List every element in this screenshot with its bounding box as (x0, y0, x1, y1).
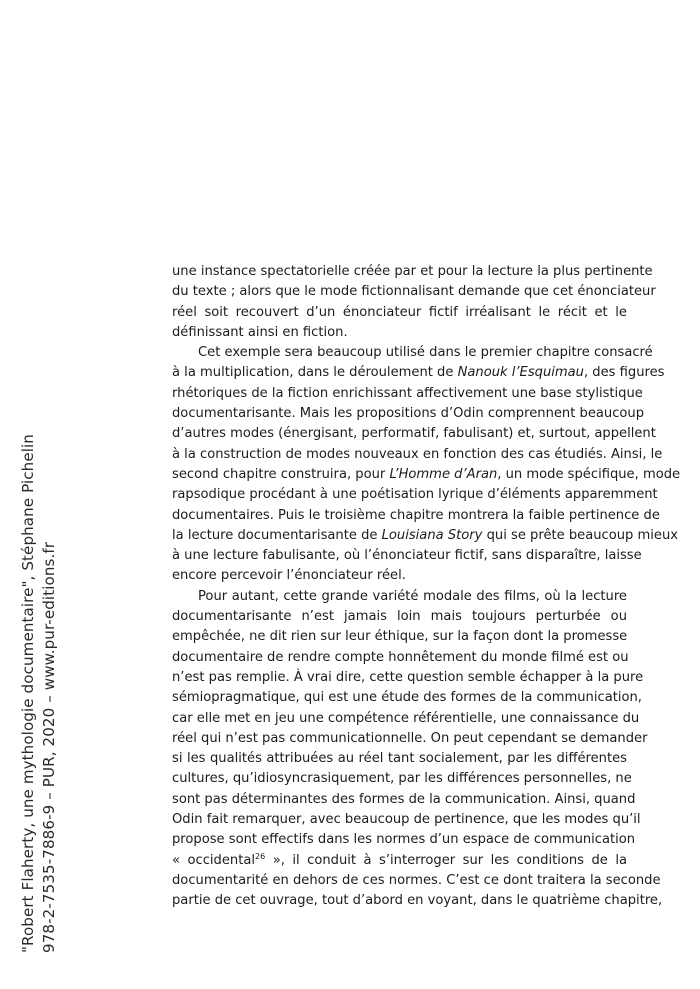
text-run: documentaire de rendre compte honnêtement du monde filmé est ou (172, 649, 629, 665)
text-line (172, 891, 663, 911)
text-run: , un mode spécifique, mode (497, 466, 681, 482)
text-run: cultures, qu’idiosyncrasiquement, par les différences personnelles, ne (172, 771, 632, 787)
text-line (172, 363, 665, 383)
text-line (172, 627, 627, 647)
text-run: « occidental (172, 852, 256, 868)
text-line (172, 851, 627, 871)
paragraph (172, 587, 663, 912)
text-line (172, 648, 627, 668)
text-run: à une lecture fabulisante, où l’énonciateur fictif, sans disparaître, laisse (172, 548, 642, 564)
text-run: encore percevoir l’énonciateur réel. (172, 568, 406, 584)
italic-title: Louisiana Story (381, 527, 483, 543)
side-copyright-credit (18, 433, 78, 953)
text-run: second chapitre construira, pour (172, 466, 390, 482)
text-line (172, 587, 627, 607)
text-line (172, 790, 636, 810)
text-line (172, 424, 656, 444)
text-run: Pour autant, cette grande variété modale des films, où la lecture (198, 588, 627, 604)
text-run: documentaires. Puis le troisième chapitre montrera la faible pertinence de (172, 507, 660, 523)
italic-title: Nanouk l’Esquimau (457, 365, 584, 381)
text-run: définissant ainsi en fiction. (172, 324, 348, 340)
text-run: réel soit recouvert d’un énonciateur fictif irréalisant le récit et le (172, 304, 627, 320)
text-line (172, 262, 653, 282)
text-run: documentarisante n’est jamais loin mais toujours perturbée ou (172, 609, 627, 625)
footnote-ref: 26 (255, 851, 266, 861)
paragraph (172, 343, 681, 587)
text-run: », il conduit à s’interroger sur les conditions de la (265, 852, 627, 868)
text-line (172, 282, 656, 302)
text-run: à la construction de modes nouveaux en fonction des cas étudiés. Ainsi, le (172, 446, 663, 462)
text-run: n’est pas remplie. À vrai dire, cette question semble échapper à la pure (172, 669, 644, 685)
text-line (172, 404, 645, 424)
text-line (172, 810, 641, 830)
text-run: rhétoriques de la fiction enrichissant affectivement une base stylistique (172, 385, 643, 401)
text-run: réel qui n’est pas communicationnelle. On peut cependant se demander (172, 730, 648, 746)
text-run: qui se prête beaucoup mieux (482, 527, 679, 543)
text-line (172, 607, 627, 627)
text-run: empêchée, ne dit rien sur leur éthique, sur la façon dont la promesse (172, 629, 628, 645)
text-run: partie de cet ouvrage, tout d’abord en voyant, dans le quatrième chapitre, (172, 893, 663, 909)
text-run: car elle met en jeu une compétence référentielle, une connaissance du (172, 710, 640, 726)
text-run: , des figures (583, 365, 665, 381)
text-line (172, 303, 627, 323)
text-line (172, 526, 679, 546)
text-line (172, 688, 642, 708)
text-line (172, 749, 627, 769)
text-run: d’autres modes (énergisant, performatif, fabulisant) et, surtout, appellent (172, 426, 656, 442)
text-line (172, 465, 681, 485)
text-line (172, 506, 660, 526)
text-run: une instance spectatorielle créée par et pour la lecture la plus pertinente (172, 264, 653, 279)
text-run: la lecture documentarisante de (172, 527, 382, 543)
text-line (172, 485, 658, 505)
text-line (172, 871, 661, 891)
text-line (172, 668, 644, 688)
text-run: du texte ; alors que le mode fictionnalisant demande que cet énonciateur (172, 284, 656, 300)
text-run: Odin fait remarquer, avec beaucoup de pertinence, que les modes qu’il (172, 812, 641, 828)
text-line (172, 546, 642, 566)
text-run: sémiopragmatique, qui est une étude des formes de la communication, (172, 690, 642, 706)
text-line (172, 830, 636, 850)
text-run: si les qualités attribuées au réel tant socialement, par les différentes (172, 751, 627, 767)
text-line (172, 729, 648, 749)
text-run: documentarité en dehors de ces normes. C’est ce dont traitera la seconde (172, 872, 661, 888)
text-line (172, 384, 643, 404)
text-line (172, 323, 627, 343)
italic-title: L’Homme d’Aran (389, 466, 498, 482)
body-text (172, 262, 681, 912)
paragraph (172, 262, 656, 343)
text-line (172, 445, 663, 465)
text-run: sont pas déterminantes des formes de la communication. Ainsi, quand (172, 791, 636, 807)
text-line (172, 769, 632, 789)
text-run: à la multiplication, dans le déroulement de (172, 365, 458, 381)
credit-line-isbn-publisher: 978-2-7535-7886-9 – PUR, 2020 – www.pur-editions.fr (40, 541, 58, 953)
credit-line-title-author: "Robert Flaherty, une mythologie documentaire", Stéphane Pichelin (19, 434, 37, 953)
text-run: Cet exemple sera beaucoup utilisé dans le premier chapitre consacré (198, 345, 653, 361)
text-run: propose sont effectifs dans les normes d’un espace de communication (172, 832, 636, 848)
text-run: documentarisante. Mais les propositions d’Odin comprennent beaucoup (172, 406, 645, 422)
text-run: rapsodique procédant à une poétisation lyrique d’éléments apparemment (172, 487, 658, 503)
text-line (172, 709, 640, 729)
text-line (172, 343, 653, 363)
text-line (172, 566, 627, 586)
